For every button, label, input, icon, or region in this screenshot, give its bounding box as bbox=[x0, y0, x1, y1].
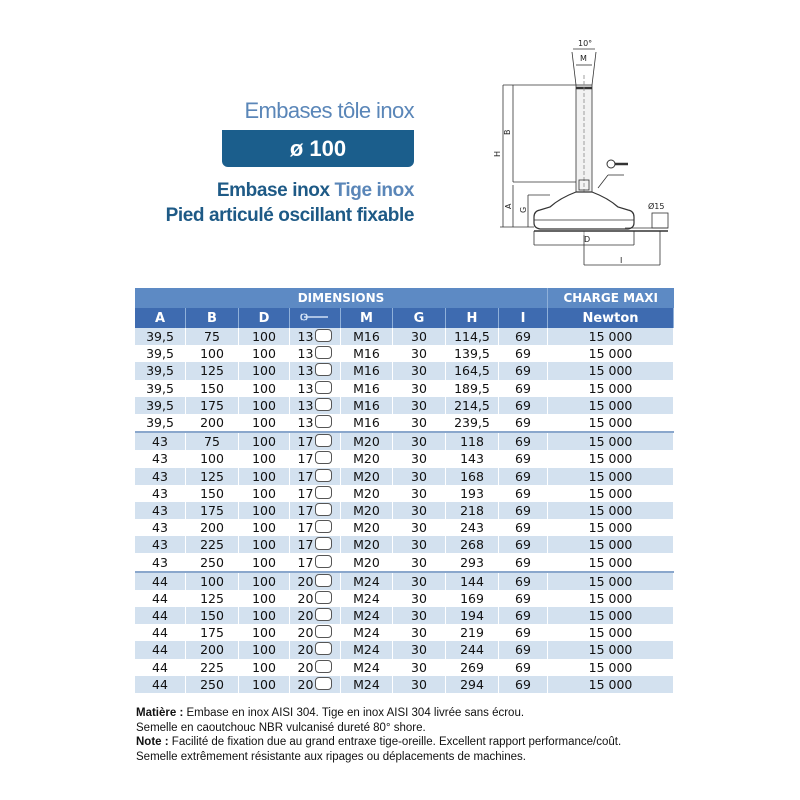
cell-g: 30 bbox=[393, 362, 446, 379]
cell-i: 69 bbox=[499, 345, 548, 362]
wrench-size: 20 bbox=[297, 608, 314, 624]
cell-key bbox=[290, 468, 341, 485]
wrench-size: 17 bbox=[297, 485, 314, 501]
cell-a: 44 bbox=[135, 572, 186, 590]
cell-m: M20 bbox=[341, 450, 393, 467]
wrench-size: 13 bbox=[297, 346, 314, 362]
cell-i: 69 bbox=[499, 432, 548, 450]
cell-g: 30 bbox=[393, 414, 446, 432]
table-row bbox=[135, 553, 674, 571]
cell-g: 30 bbox=[393, 659, 446, 676]
cell-b: 200 bbox=[186, 641, 239, 658]
cell-h: 169 bbox=[446, 590, 499, 607]
cell-a: 43 bbox=[135, 502, 186, 519]
header-dimensions: DIMENSIONS bbox=[135, 288, 548, 308]
diameter-band: ø 100 bbox=[222, 130, 414, 167]
wrench-size: 17 bbox=[297, 554, 314, 570]
cell-m: M16 bbox=[341, 328, 393, 345]
cell-key bbox=[290, 519, 341, 536]
cell-n: 15 000 bbox=[548, 397, 674, 414]
cell-m: M16 bbox=[341, 397, 393, 414]
cell-g: 30 bbox=[393, 502, 446, 519]
table-row bbox=[135, 432, 674, 450]
cell-m: M20 bbox=[341, 468, 393, 485]
cell-d: 100 bbox=[239, 362, 290, 379]
cell-a: 43 bbox=[135, 519, 186, 536]
subtitle-base: Embase inox bbox=[216, 180, 335, 201]
matiere-text: Embase en inox AISI 304. Tige en inox AISI 304 livrée sans écrou. bbox=[183, 707, 525, 719]
cell-g: 30 bbox=[393, 468, 446, 485]
cell-i: 69 bbox=[499, 362, 548, 379]
cell-d: 100 bbox=[239, 468, 290, 485]
note-label: Note : bbox=[136, 736, 169, 748]
cell-b: 125 bbox=[186, 362, 239, 379]
label-i: I bbox=[620, 256, 623, 265]
cell-n: 15 000 bbox=[548, 345, 674, 362]
cell-d: 100 bbox=[239, 676, 290, 693]
table-row bbox=[135, 345, 674, 362]
cell-a: 39,5 bbox=[135, 414, 186, 432]
cell-b: 175 bbox=[186, 502, 239, 519]
cell-b: 100 bbox=[186, 450, 239, 467]
cell-b: 150 bbox=[186, 607, 239, 624]
cell-a: 43 bbox=[135, 432, 186, 450]
col-a: A bbox=[135, 308, 186, 328]
cell-h: 194 bbox=[446, 607, 499, 624]
note-line bbox=[136, 735, 621, 750]
cell-g: 30 bbox=[393, 345, 446, 362]
cell-h: 143 bbox=[446, 450, 499, 467]
wrench-size: 20 bbox=[297, 573, 314, 589]
cell-key bbox=[290, 659, 341, 676]
nut-icon bbox=[315, 503, 332, 516]
cell-d: 100 bbox=[239, 536, 290, 553]
cell-n: 15 000 bbox=[548, 362, 674, 379]
technical-drawing bbox=[480, 35, 680, 275]
cell-n: 15 000 bbox=[548, 502, 674, 519]
cell-m: M24 bbox=[341, 624, 393, 641]
note-line2: Semelle extrêmement résistante aux ripages ou déplacements de machines. bbox=[136, 750, 526, 763]
wrench-size: 13 bbox=[297, 380, 314, 396]
cell-n: 15 000 bbox=[548, 432, 674, 450]
cell-g: 30 bbox=[393, 641, 446, 658]
nut-icon bbox=[315, 363, 332, 376]
nut-icon bbox=[315, 398, 332, 411]
cell-i: 69 bbox=[499, 553, 548, 571]
wrench-size: 17 bbox=[297, 434, 314, 450]
cell-i: 69 bbox=[499, 397, 548, 414]
cell-a: 39,5 bbox=[135, 328, 186, 345]
wrench-size: 17 bbox=[297, 468, 314, 484]
cell-b: 175 bbox=[186, 624, 239, 641]
table-row bbox=[135, 676, 674, 693]
cell-d: 100 bbox=[239, 414, 290, 432]
cell-m: M24 bbox=[341, 659, 393, 676]
cell-h: 294 bbox=[446, 676, 499, 693]
cell-g: 30 bbox=[393, 432, 446, 450]
cell-d: 100 bbox=[239, 485, 290, 502]
cell-h: 118 bbox=[446, 432, 499, 450]
cell-d: 100 bbox=[239, 572, 290, 590]
cell-m: M24 bbox=[341, 590, 393, 607]
cell-n: 15 000 bbox=[548, 641, 674, 658]
col-d: D bbox=[239, 308, 290, 328]
cell-key bbox=[290, 414, 341, 432]
cell-d: 100 bbox=[239, 590, 290, 607]
cell-m: M24 bbox=[341, 676, 393, 693]
table-row bbox=[135, 590, 674, 607]
table-row bbox=[135, 468, 674, 485]
nut-icon bbox=[315, 660, 332, 673]
cell-h: 244 bbox=[446, 641, 499, 658]
cell-a: 44 bbox=[135, 590, 186, 607]
cell-key bbox=[290, 590, 341, 607]
cell-a: 39,5 bbox=[135, 397, 186, 414]
cell-a: 44 bbox=[135, 676, 186, 693]
cell-a: 44 bbox=[135, 659, 186, 676]
table-row bbox=[135, 397, 674, 414]
cell-n: 15 000 bbox=[548, 450, 674, 467]
cell-d: 100 bbox=[239, 397, 290, 414]
nut-icon bbox=[315, 625, 332, 638]
cell-g: 30 bbox=[393, 676, 446, 693]
cell-m: M20 bbox=[341, 553, 393, 571]
cell-b: 225 bbox=[186, 536, 239, 553]
matiere-line2: Semelle en caoutchouc NBR vulcanisé dureté 80° shore. bbox=[136, 721, 426, 734]
cell-a: 39,5 bbox=[135, 380, 186, 397]
cell-m: M20 bbox=[341, 536, 393, 553]
wrench-size: 20 bbox=[297, 676, 314, 692]
wrench-icon bbox=[607, 160, 628, 168]
label-a: A bbox=[504, 203, 513, 209]
label-d: D bbox=[584, 235, 591, 244]
cell-h: 239,5 bbox=[446, 414, 499, 432]
cell-n: 15 000 bbox=[548, 414, 674, 432]
subtitle-rod: Tige inox bbox=[334, 180, 414, 201]
label-h: H bbox=[493, 150, 502, 157]
cell-i: 69 bbox=[499, 519, 548, 536]
col-g: G bbox=[393, 308, 446, 328]
cell-h: 218 bbox=[446, 502, 499, 519]
label-g: G bbox=[519, 206, 528, 213]
cell-i: 69 bbox=[499, 485, 548, 502]
cell-i: 69 bbox=[499, 641, 548, 658]
label-b: B bbox=[503, 129, 512, 135]
cell-a: 39,5 bbox=[135, 362, 186, 379]
cell-i: 69 bbox=[499, 659, 548, 676]
cell-m: M20 bbox=[341, 519, 393, 536]
cell-a: 43 bbox=[135, 485, 186, 502]
table-row bbox=[135, 519, 674, 536]
cell-a: 43 bbox=[135, 553, 186, 571]
product-family-title: Embases tôle inox bbox=[244, 98, 414, 123]
cell-n: 15 000 bbox=[548, 536, 674, 553]
cell-key bbox=[290, 641, 341, 658]
notes-block bbox=[136, 706, 621, 764]
cell-i: 69 bbox=[499, 468, 548, 485]
label-hole: Ø15 bbox=[648, 202, 665, 211]
table-row bbox=[135, 641, 674, 658]
wrench-size: 17 bbox=[297, 451, 314, 467]
wrench-size: 13 bbox=[297, 329, 314, 345]
cell-n: 15 000 bbox=[548, 553, 674, 571]
cell-a: 39,5 bbox=[135, 345, 186, 362]
cell-b: 150 bbox=[186, 485, 239, 502]
label-m: M bbox=[580, 54, 587, 63]
cell-h: 164,5 bbox=[446, 362, 499, 379]
nut-icon bbox=[315, 591, 332, 604]
col-wrench bbox=[290, 308, 341, 328]
cell-key bbox=[290, 502, 341, 519]
cell-d: 100 bbox=[239, 553, 290, 571]
cell-g: 30 bbox=[393, 624, 446, 641]
cell-g: 30 bbox=[393, 553, 446, 571]
cell-key bbox=[290, 345, 341, 362]
nut-icon bbox=[315, 451, 332, 464]
note-text: Facilité de fixation due au grand entraxe tige-oreille. Excellent rapport performance/coût. bbox=[168, 736, 622, 748]
col-b: B bbox=[186, 308, 239, 328]
cell-a: 43 bbox=[135, 450, 186, 467]
cell-a: 43 bbox=[135, 468, 186, 485]
table-row bbox=[135, 380, 674, 397]
cell-key bbox=[290, 553, 341, 571]
wrench-size: 13 bbox=[297, 397, 314, 413]
cell-b: 200 bbox=[186, 519, 239, 536]
cell-b: 125 bbox=[186, 590, 239, 607]
nut-icon bbox=[315, 469, 332, 482]
cell-h: 269 bbox=[446, 659, 499, 676]
cell-g: 30 bbox=[393, 397, 446, 414]
cell-h: 219 bbox=[446, 624, 499, 641]
cell-h: 293 bbox=[446, 553, 499, 571]
cell-n: 15 000 bbox=[548, 607, 674, 624]
cell-g: 30 bbox=[393, 536, 446, 553]
cell-b: 75 bbox=[186, 328, 239, 345]
cell-n: 15 000 bbox=[548, 572, 674, 590]
matiere-label: Matière : bbox=[136, 707, 184, 719]
cell-key bbox=[290, 572, 341, 590]
nut-icon bbox=[315, 520, 332, 533]
cell-n: 15 000 bbox=[548, 676, 674, 693]
cell-b: 75 bbox=[186, 432, 239, 450]
cell-n: 15 000 bbox=[548, 380, 674, 397]
cell-m: M24 bbox=[341, 572, 393, 590]
table-row bbox=[135, 624, 674, 641]
cell-a: 44 bbox=[135, 607, 186, 624]
cell-d: 100 bbox=[239, 641, 290, 658]
table-row bbox=[135, 572, 674, 590]
cell-m: M16 bbox=[341, 345, 393, 362]
cell-d: 100 bbox=[239, 432, 290, 450]
table-row bbox=[135, 536, 674, 553]
cell-i: 69 bbox=[499, 414, 548, 432]
cell-m: M20 bbox=[341, 485, 393, 502]
cell-key bbox=[290, 485, 341, 502]
cell-n: 15 000 bbox=[548, 590, 674, 607]
table-row bbox=[135, 485, 674, 502]
wrench-size: 20 bbox=[297, 642, 314, 658]
cell-b: 100 bbox=[186, 345, 239, 362]
cell-i: 69 bbox=[499, 328, 548, 345]
wrench-size: 17 bbox=[297, 502, 314, 518]
cell-n: 15 000 bbox=[548, 624, 674, 641]
cell-a: 43 bbox=[135, 536, 186, 553]
cell-key bbox=[290, 536, 341, 553]
cell-g: 30 bbox=[393, 380, 446, 397]
cell-h: 139,5 bbox=[446, 345, 499, 362]
wrench-size: 20 bbox=[297, 625, 314, 641]
cell-b: 225 bbox=[186, 659, 239, 676]
cell-m: M16 bbox=[341, 380, 393, 397]
nut-icon bbox=[315, 381, 332, 394]
table-row bbox=[135, 607, 674, 624]
matiere-line bbox=[136, 706, 621, 721]
cell-b: 250 bbox=[186, 676, 239, 693]
cell-i: 69 bbox=[499, 380, 548, 397]
wrench-size: 13 bbox=[297, 363, 314, 379]
cell-d: 100 bbox=[239, 380, 290, 397]
nut-icon bbox=[315, 677, 332, 690]
cell-i: 69 bbox=[499, 607, 548, 624]
cell-a: 44 bbox=[135, 641, 186, 658]
nut-icon bbox=[315, 486, 332, 499]
header-charge-maxi: CHARGE MAXI bbox=[548, 288, 674, 308]
cell-key bbox=[290, 676, 341, 693]
nut-icon bbox=[315, 555, 332, 568]
wrench-icon bbox=[300, 312, 330, 322]
dimensions-table bbox=[135, 288, 674, 693]
cell-n: 15 000 bbox=[548, 468, 674, 485]
cell-g: 30 bbox=[393, 519, 446, 536]
col-newton: Newton bbox=[548, 308, 674, 328]
cell-h: 114,5 bbox=[446, 328, 499, 345]
cell-key bbox=[290, 328, 341, 345]
cell-key bbox=[290, 380, 341, 397]
cell-h: 168 bbox=[446, 468, 499, 485]
cell-h: 268 bbox=[446, 536, 499, 553]
cell-m: M16 bbox=[341, 414, 393, 432]
cell-i: 69 bbox=[499, 572, 548, 590]
nut-icon bbox=[315, 537, 332, 550]
col-h: H bbox=[446, 308, 499, 328]
product-subtitle-line2: Pied articulé oscillant fixable bbox=[165, 205, 414, 226]
cell-a: 44 bbox=[135, 624, 186, 641]
cell-d: 100 bbox=[239, 607, 290, 624]
cell-h: 243 bbox=[446, 519, 499, 536]
cell-b: 175 bbox=[186, 397, 239, 414]
cell-key bbox=[290, 624, 341, 641]
col-m: M bbox=[341, 308, 393, 328]
wrench-size: 17 bbox=[297, 537, 314, 553]
product-subtitle-line1 bbox=[150, 180, 414, 202]
table-row bbox=[135, 659, 674, 676]
cell-d: 100 bbox=[239, 659, 290, 676]
cell-g: 30 bbox=[393, 485, 446, 502]
cell-b: 150 bbox=[186, 380, 239, 397]
nut-icon bbox=[315, 346, 332, 359]
nut-icon bbox=[315, 415, 332, 428]
cell-n: 15 000 bbox=[548, 328, 674, 345]
cell-d: 100 bbox=[239, 519, 290, 536]
cell-g: 30 bbox=[393, 590, 446, 607]
nut-icon bbox=[315, 434, 332, 447]
cell-i: 69 bbox=[499, 676, 548, 693]
cell-g: 30 bbox=[393, 607, 446, 624]
cell-b: 100 bbox=[186, 572, 239, 590]
table-row bbox=[135, 502, 674, 519]
cell-i: 69 bbox=[499, 450, 548, 467]
cell-key bbox=[290, 450, 341, 467]
cell-n: 15 000 bbox=[548, 519, 674, 536]
cell-d: 100 bbox=[239, 345, 290, 362]
wrench-size: 20 bbox=[297, 590, 314, 606]
nut-icon bbox=[315, 574, 332, 587]
cell-g: 30 bbox=[393, 450, 446, 467]
cell-b: 250 bbox=[186, 553, 239, 571]
cell-m: M20 bbox=[341, 432, 393, 450]
wrench-size: 17 bbox=[297, 520, 314, 536]
cell-i: 69 bbox=[499, 502, 548, 519]
cell-key bbox=[290, 362, 341, 379]
cell-i: 69 bbox=[499, 536, 548, 553]
nut-icon bbox=[315, 608, 332, 621]
table-row bbox=[135, 414, 674, 432]
wrench-size: 20 bbox=[297, 659, 314, 675]
cell-h: 189,5 bbox=[446, 380, 499, 397]
cell-m: M24 bbox=[341, 607, 393, 624]
cell-b: 200 bbox=[186, 414, 239, 432]
cell-i: 69 bbox=[499, 590, 548, 607]
cell-key bbox=[290, 432, 341, 450]
cell-n: 15 000 bbox=[548, 659, 674, 676]
cell-d: 100 bbox=[239, 450, 290, 467]
cell-m: M24 bbox=[341, 641, 393, 658]
cell-key bbox=[290, 397, 341, 414]
wrench-size: 13 bbox=[297, 415, 314, 431]
cell-key bbox=[290, 607, 341, 624]
cell-b: 125 bbox=[186, 468, 239, 485]
cell-i: 69 bbox=[499, 624, 548, 641]
table-row bbox=[135, 450, 674, 467]
cell-d: 100 bbox=[239, 624, 290, 641]
table-row bbox=[135, 362, 674, 379]
cell-g: 30 bbox=[393, 572, 446, 590]
cell-d: 100 bbox=[239, 328, 290, 345]
label-angle: 10° bbox=[578, 39, 593, 48]
cell-g: 30 bbox=[393, 328, 446, 345]
col-i: I bbox=[499, 308, 548, 328]
nut-icon bbox=[315, 329, 332, 342]
nut-icon bbox=[315, 642, 332, 655]
cell-m: M16 bbox=[341, 362, 393, 379]
cell-n: 15 000 bbox=[548, 485, 674, 502]
cell-m: M20 bbox=[341, 502, 393, 519]
table-row bbox=[135, 328, 674, 345]
cell-h: 214,5 bbox=[446, 397, 499, 414]
cell-h: 193 bbox=[446, 485, 499, 502]
cell-h: 144 bbox=[446, 572, 499, 590]
cell-d: 100 bbox=[239, 502, 290, 519]
